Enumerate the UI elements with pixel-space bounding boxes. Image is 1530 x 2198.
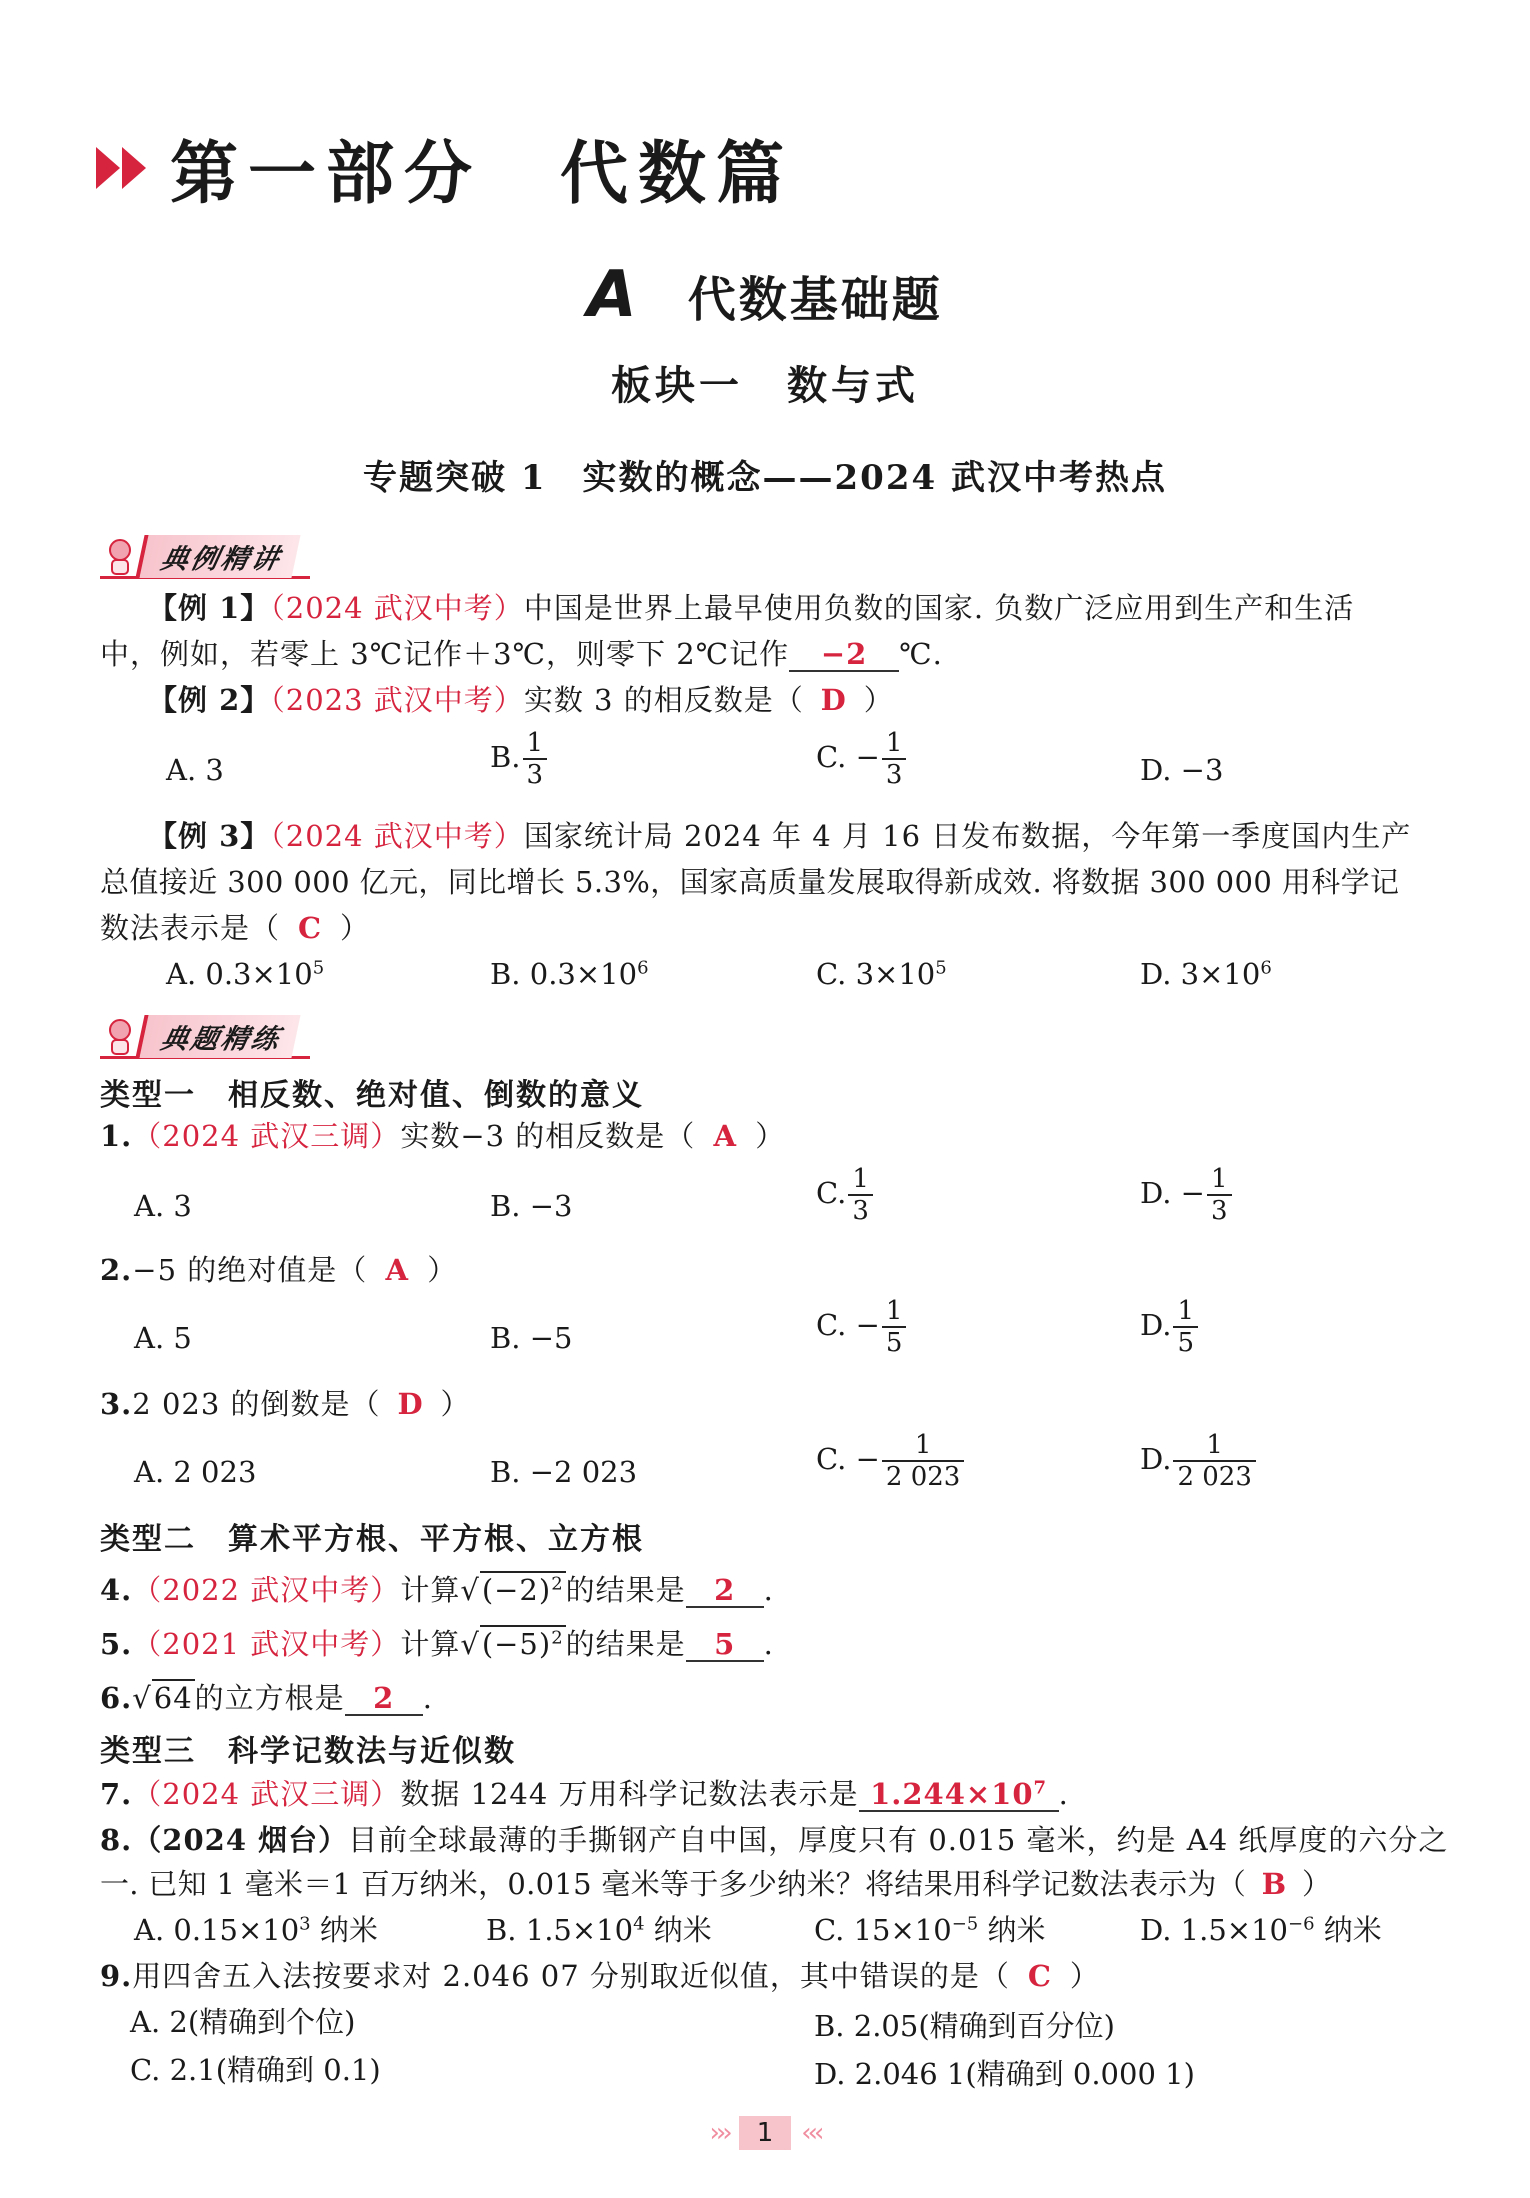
question-3-option-b: B. −2 023 <box>490 1455 638 1489</box>
question-3-answer: D <box>397 1387 424 1421</box>
section-letter: A <box>587 258 637 332</box>
part-title-block <box>96 128 795 214</box>
part-title: 第一部分 代数篇 <box>170 133 795 214</box>
question-9-option-b: B. 2.05(精确到百分位) <box>814 2009 1115 2043</box>
type-3-heading: 类型三 科学记数法与近似数 <box>100 1734 516 1769</box>
question-9-stem: 9.用四舍五入法按要求对 2.046 07 分别取近似值，其中错误的是（ C ） <box>100 1956 1100 1996</box>
question-1-option-c: C. $\frac{1}{3}$ <box>816 1164 873 1226</box>
question-4: 4.（2022 武汉中考）计算$√(-2)^2$的结果是 2 . <box>100 1570 774 1610</box>
question-8-answer: B <box>1261 1867 1287 1901</box>
question-3-option-c: C. − $\frac{1}{2 023}$ <box>816 1430 964 1492</box>
question-2-option-c: C. − $\frac{1}{5}$ <box>816 1296 906 1358</box>
question-5-answer-blank: 5 <box>686 1628 764 1662</box>
example-3-option-d: D. $3\times 10^6$ <box>1140 957 1272 991</box>
question-4-answer-blank: 2 <box>686 1574 764 1608</box>
question-9-answer: C <box>1027 1959 1052 1993</box>
example-2-stem: 【例 2】（2023 武汉中考）实数 3 的相反数是（ D ） <box>148 680 894 720</box>
question-1-option-b: B. −3 <box>490 1189 573 1223</box>
chevrons-right-icon: ››› <box>709 2118 729 2148</box>
banner-examples <box>100 536 310 579</box>
question-8-option-a: A. $0.15\times 10^3$ 纳米 <box>134 1913 378 1947</box>
question-9-option-d: D. 2.046 1(精确到 0.000 1) <box>814 2057 1195 2091</box>
example-3-line-2: 总值接近 300 000 亿元，同比增长 5.3%，国家高质量发展取得新成效. 将数据 300 000 用科学记 <box>100 865 1400 899</box>
question-1-answer: A <box>713 1119 738 1153</box>
block-title: 板块一 数与式 <box>611 362 919 409</box>
question-2-option-a: A. 5 <box>134 1321 192 1355</box>
example-3-answer: C <box>297 911 323 945</box>
example-3-option-c: C. $3\times 10^5$ <box>816 957 947 991</box>
question-1-option-d: D. − $\frac{1}{3}$ <box>1140 1164 1232 1226</box>
question-1-option-a: A. 3 <box>134 1189 192 1223</box>
mascot-icon <box>100 1016 140 1056</box>
page-footer <box>0 2116 1530 2150</box>
example-1-text: 中国是世界上最早使用负数的国家. 负数广泛应用到生产和生活 <box>523 591 1355 625</box>
banner-practice-label: 典题精练 <box>135 1015 300 1058</box>
section-name: 代数基础题 <box>687 271 943 328</box>
question-8-option-c: C. $15\times 10^{-5}$ 纳米 <box>814 1913 1046 1947</box>
section-title <box>0 258 1530 332</box>
question-5: 5.（2021 武汉中考）计算$√(-5)^2$的结果是 5 . <box>100 1624 774 1664</box>
example-2-option-c: C. − $\frac{1}{3}$ <box>816 728 906 790</box>
question-2-option-b: B. −5 <box>490 1321 573 1355</box>
question-3-option-a: A. 2 023 <box>134 1455 257 1489</box>
banner-practice <box>100 1016 310 1059</box>
sqrt-symbol: $√(-5)^2$ <box>460 1627 564 1661</box>
question-9-option-c: C. 2.1(精确到 0.1) <box>130 2053 381 2087</box>
example-3-line-1: 【例 3】（2024 武汉中考）国家统计局 2024 年 4 月 16 日发布数据，今年第一季度国内生产 <box>148 819 1412 853</box>
double-arrow-icon <box>96 143 160 193</box>
example-2-option-b: B. $\frac{1}{3}$ <box>490 728 547 790</box>
example-3-option-a: A. $0.3\times 10^5$ <box>166 957 325 991</box>
question-6: 6.√64的立方根是 2 . <box>100 1678 433 1718</box>
question-3-option-d: D. $\frac{1}{2 023}$ <box>1140 1430 1256 1492</box>
question-3-stem: 3.2 023 的倒数是（ D ） <box>100 1384 471 1424</box>
example-1-source: （2024 武汉中考） <box>270 591 524 625</box>
example-1-line-2: 中，例如，若零上 3℃记作＋3℃，则零下 2℃记作 −2 ℃. <box>100 637 943 671</box>
page-number: 1 <box>739 2116 792 2150</box>
question-8-line-2: 一. 已知 1 毫米＝1 百万纳米，0.015 毫米等于多少纳米？将结果用科学记数法表示为（ B ） <box>100 1864 1331 1904</box>
mascot-icon <box>100 536 140 576</box>
example-1-label: 【例 1】 <box>148 591 271 625</box>
example-1-answer-blank: −2 <box>789 638 899 672</box>
topic-title: 专题突破 1 实数的概念——2024 武汉中考热点 <box>363 458 1167 498</box>
question-2-answer: A <box>385 1253 409 1287</box>
question-7: 7.（2024 武汉三调）数据 1244 万用科学记数法表示是 $1.244\times 10^7$ . <box>100 1777 1069 1811</box>
question-7-answer-blank: $1.244\times 10^7$ <box>859 1778 1059 1812</box>
question-6-answer-blank: 2 <box>345 1682 423 1716</box>
type-1-heading: 类型一 相反数、绝对值、倒数的意义 <box>100 1078 644 1113</box>
banner-examples-label: 典例精讲 <box>135 535 300 578</box>
example-2-answer: D <box>820 683 847 717</box>
type-2-heading: 类型二 算术平方根、平方根、立方根 <box>100 1522 644 1557</box>
example-3-option-b: B. $0.3\times 10^6$ <box>490 957 649 991</box>
example-3-line-3: 数法表示是（ C ） <box>100 908 370 948</box>
question-1-stem: 1.（2024 武汉三调）实数−3 的相反数是（ A ） <box>100 1116 785 1156</box>
question-2-option-d: D. $\frac{1}{5}$ <box>1140 1296 1198 1358</box>
question-8-option-d: D. $1.5\times 10^{-6}$ 纳米 <box>1140 1913 1382 1947</box>
question-2-stem: 2.−5 的绝对值是（ A ） <box>100 1250 457 1290</box>
example-2-option-d: D. −3 <box>1140 753 1224 787</box>
example-2-option-a: A. 3 <box>166 753 224 787</box>
chevrons-left-icon: ‹‹‹ <box>801 2118 821 2148</box>
example-1-line-1 <box>148 588 1354 628</box>
sqrt-symbol: √64 <box>132 1681 193 1715</box>
question-8-line-1: 8.（2024 烟台）目前全球最薄的手撕钢产自中国，厚度只有 0.015 毫米，约是 A4 纸厚度的六分之 <box>100 1823 1449 1857</box>
question-9-option-a: A. 2(精确到个位) <box>130 2005 356 2039</box>
question-8-option-b: B. $1.5\times 10^4$ 纳米 <box>486 1913 712 1947</box>
sqrt-symbol: $√(-2)^2$ <box>460 1573 564 1607</box>
